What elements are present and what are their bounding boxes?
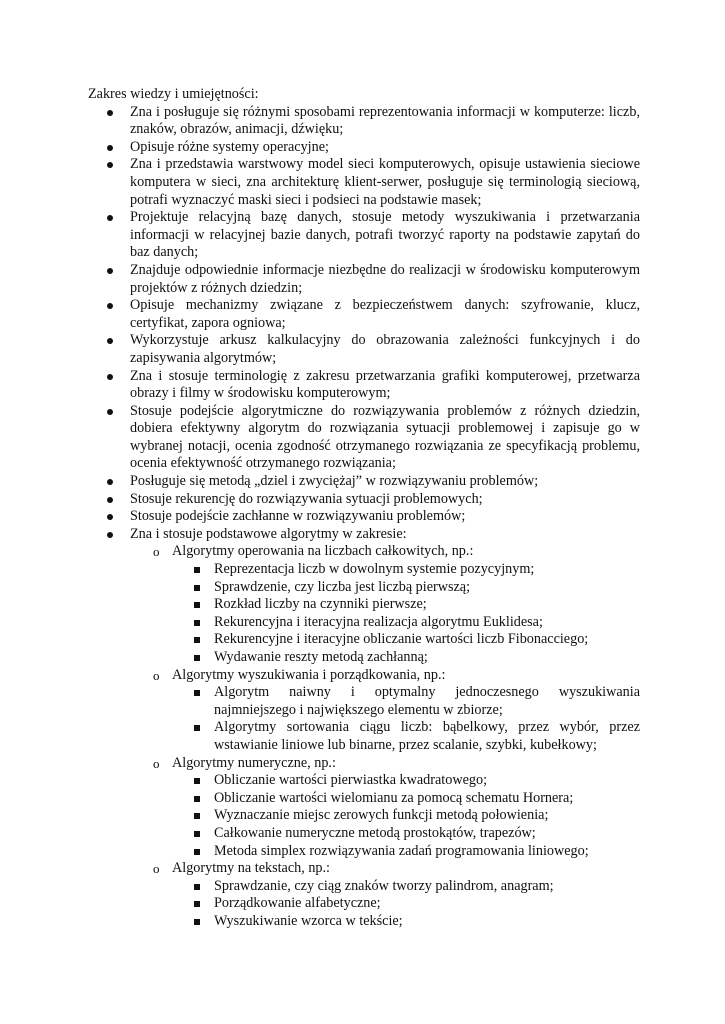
square-bullet-icon [194, 585, 200, 591]
algorithm-item-text: Algorytm naiwny i optymalny jednoczesnego wyszukiwania najmniejszego i największego elementu w zbiorze; [214, 684, 640, 718]
algorithm-item-text: Porządkowanie alfabetyczne; [214, 895, 381, 912]
algorithm-item-text: Rozkład liczby na czynniki pierwsze; [214, 596, 427, 613]
algorithm-item-text: Sprawdzenie, czy liczba jest liczbą pierwszą; [214, 578, 471, 595]
algorithm-item [172, 614, 640, 632]
algorithm-item [172, 772, 640, 790]
square-bullet-icon [194, 919, 200, 925]
circle-bullet-icon: o [153, 755, 160, 771]
algorithm-groups [130, 543, 640, 930]
square-bullet-icon [194, 725, 200, 731]
skills-list [88, 104, 640, 931]
algorithm-group [130, 543, 640, 666]
square-bullet-icon [194, 796, 200, 802]
list-item [88, 332, 640, 367]
list-item [88, 368, 640, 403]
list-item [88, 508, 640, 526]
algorithm-item-text: Obliczanie wartości wielomianu za pomocą schematu Hornera; [214, 789, 574, 806]
list-item-text: Wykorzystuje arkusz kalkulacyjny do obrazowania zależności funkcyjnych i do zapisywania algorytmów; [130, 332, 640, 366]
algorithm-group-title: Algorytmy wyszukiwania i porządkowania, np.: [172, 666, 446, 683]
algorithm-group-title: Algorytmy na tekstach, np.: [172, 860, 331, 877]
algorithm-item [172, 649, 640, 667]
algorithm-item [172, 631, 640, 649]
bullet-icon [107, 268, 113, 274]
bullet-icon [107, 497, 113, 503]
list-item-text: Stosuje podejście algorytmiczne do rozwiązywania problemów z różnych dziedzin, dobiera efektywny algorytm do rozwiązania sytuacji problemowej i zapisuje go w wybranej notacji, ocenia zgodność otrzymanego rozwiązania ze specyfikacją problemu, ocenia efektywność otrzymanego rozwiązania; [130, 402, 640, 472]
algorithm-item [172, 807, 640, 825]
algorithm-item-text: Algorytmy sortowania ciągu liczb: bąbelkowy, przez wybór, przez wstawianie liniowe lub binarne, przez scalanie, szybki, kubełkowy; [214, 719, 640, 753]
algorithm-group-title: Algorytmy operowania na liczbach całkowitych, np.: [172, 543, 474, 560]
algorithm-item [172, 913, 640, 931]
algorithm-item-text: Reprezentacja liczb w dowolnym systemie pozycyjnym; [214, 561, 535, 578]
algorithm-item [172, 561, 640, 579]
algorithm-list [172, 561, 640, 667]
bullet-icon [107, 110, 113, 116]
list-item [88, 139, 640, 157]
circle-bullet-icon: o [153, 544, 160, 560]
bullet-icon [107, 215, 113, 221]
list-item-text: Zna i przedstawia warstwowy model sieci komputerowych, opisuje ustawienia sieciowe komputera w sieci, zna architekturę klient-serwer, posługuje się terminologią sieciową, potrafi wyznaczyć maski sieci i podsieci na podstawie masek; [130, 156, 640, 208]
list-item-text: Stosuje podejście zachłanne w rozwiązywaniu problemów; [130, 508, 466, 525]
algorithm-item [172, 895, 640, 913]
list-item-text: Znajduje odpowiednie informacje niezbędne do realizacji w środowisku komputerowym projektów z różnych dziedzin; [130, 261, 640, 296]
square-bullet-icon [194, 813, 200, 819]
list-item [88, 403, 640, 473]
bullet-icon [107, 145, 113, 151]
list-item [88, 104, 640, 139]
list-item [88, 473, 640, 491]
algorithm-group [130, 667, 640, 755]
algorithm-item [172, 684, 640, 719]
circle-bullet-icon: o [153, 861, 160, 877]
square-bullet-icon [194, 620, 200, 626]
square-bullet-icon [194, 884, 200, 890]
square-bullet-icon [194, 778, 200, 784]
algorithm-group-title: Algorytmy numeryczne, np.: [172, 754, 336, 771]
algorithm-item [172, 596, 640, 614]
algorithm-item-text: Metoda simplex rozwiązywania zadań programowania liniowego; [214, 842, 589, 859]
algorithm-item-text: Rekurencyjne i iteracyjne obliczanie wartości liczb Fibonacciego; [214, 631, 589, 648]
list-item-text: Zna i stosuje terminologię z zakresu przetwarzania grafiki komputerowej, przetwarza obrazy i filmy w środowisku komputerowym; [130, 367, 640, 402]
square-bullet-icon [194, 849, 200, 855]
algorithm-item-text: Sprawdzanie, czy ciąg znaków tworzy palindrom, anagram; [214, 877, 554, 894]
section-heading: Zakres wiedzy i umiejętności: [88, 86, 259, 102]
algorithm-list [172, 684, 640, 754]
algorithm-item [172, 878, 640, 896]
algorithm-item [172, 719, 640, 754]
list-item [88, 209, 640, 262]
algorithm-item [172, 843, 640, 861]
bullet-icon [107, 532, 113, 538]
bullet-icon [107, 479, 113, 485]
algorithm-item [172, 790, 640, 808]
list-item [88, 156, 640, 209]
algorithm-list [172, 878, 640, 931]
list-item [88, 262, 640, 297]
list-item-text: Zna i stosuje podstawowe algorytmy w zakresie: [130, 525, 407, 542]
algorithm-item-text: Całkowanie numeryczne metodą prostokątów, trapezów; [214, 824, 536, 841]
algorithm-group [130, 860, 640, 930]
list-item-text: Opisuje różne systemy operacyjne; [130, 138, 329, 155]
algorithm-list [172, 772, 640, 860]
algorithm-group [130, 755, 640, 861]
bullet-icon [107, 303, 113, 309]
list-item-text: Posługuje się metodą „dziel i zwyciężaj” w rozwiązywaniu problemów; [130, 473, 539, 490]
square-bullet-icon [194, 602, 200, 608]
bullet-icon [107, 514, 113, 520]
algorithm-item [172, 825, 640, 843]
list-item [88, 526, 640, 931]
list-item-text: Zna i posługuje się różnymi sposobami reprezentowania informacji w komputerze: liczb, znaków, obrazów, animacji, dźwięku; [130, 103, 640, 138]
algorithm-item-text: Rekurencyjna i iteracyjna realizacja algorytmu Euklidesa; [214, 613, 543, 630]
circle-bullet-icon: o [153, 667, 160, 683]
bullet-icon [107, 162, 113, 168]
algorithm-item-text: Wyszukiwanie wzorca w tekście; [214, 912, 403, 929]
list-item-text: Stosuje rekurencję do rozwiązywania sytuacji problemowych; [130, 490, 483, 507]
bullet-icon [107, 409, 113, 415]
list-item [88, 491, 640, 509]
algorithm-item-text: Obliczanie wartości pierwiastka kwadratowego; [214, 772, 488, 789]
square-bullet-icon [194, 831, 200, 837]
list-item-text: Opisuje mechanizmy związane z bezpieczeństwem danych: szyfrowanie, klucz, certyfikat, zapora ogniowa; [130, 297, 640, 331]
square-bullet-icon [194, 901, 200, 907]
bullet-icon [107, 374, 113, 380]
bullet-icon [107, 338, 113, 344]
list-item [88, 297, 640, 332]
algorithm-item-text: Wydawanie reszty metodą zachłanną; [214, 649, 428, 665]
square-bullet-icon [194, 690, 200, 696]
square-bullet-icon [194, 637, 200, 643]
document-content [88, 86, 640, 931]
list-item-text: Projektuje relacyjną bazę danych, stosuje metody wyszukiwania i przetwarzania informacji w relacyjnej bazie danych, potrafi tworzyć raporty na podstawie zapytań do baz danych; [130, 209, 640, 261]
algorithm-item [172, 579, 640, 597]
algorithm-item-text: Wyznaczanie miejsc zerowych funkcji metodą połowienia; [214, 807, 549, 824]
square-bullet-icon [194, 655, 200, 661]
square-bullet-icon [194, 567, 200, 573]
